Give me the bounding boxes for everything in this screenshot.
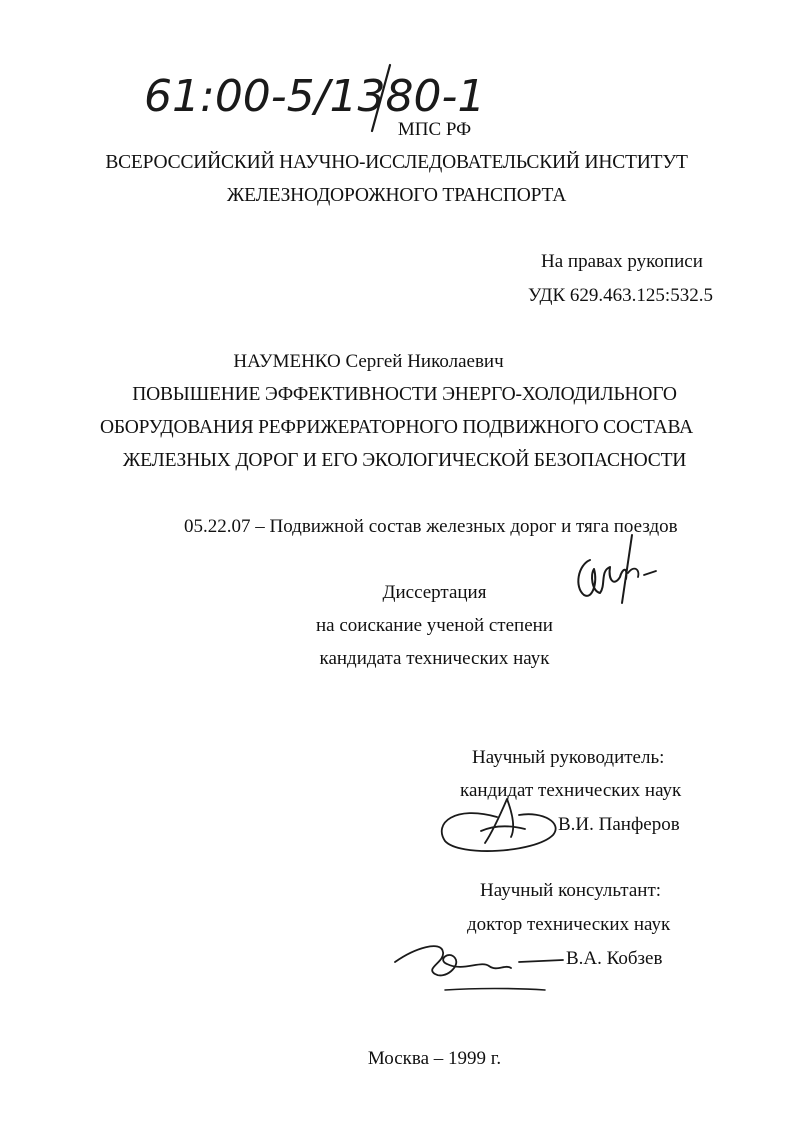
supervisor-signature — [415, 795, 575, 865]
archive-number-text: 61:00-5/1380-1 — [144, 71, 486, 122]
dissertation-title-line2: ОБОРУДОВАНИЯ РЕФРИЖЕРАТОРНОГО ПОДВИЖНОГО СОСТАВА — [100, 417, 693, 438]
footer-city-year: Москва – 1999 г. — [367, 1048, 502, 1069]
consultant-role: Научный консультант: — [480, 880, 662, 901]
degree-name: кандидата технических наук — [319, 648, 550, 669]
supervisor-role: Научный руководитель: — [472, 747, 665, 768]
degree-purpose: на соискание ученой степени — [316, 615, 553, 636]
dissertation-title-line3: ЖЕЛЕЗНЫХ ДОРОГ И ЕГО ЭКОЛОГИЧЕСКОЙ БЕЗОПАСНОСТИ — [122, 450, 687, 471]
institute-name-line1: ВСЕРОССИЙСКИЙ НАУЧНО-ИССЛЕДОВАТЕЛЬСКИЙ ИНСТИТУТ — [105, 152, 688, 173]
institute-name-line2: ЖЕЛЕЗНОДОРОЖНОГО ТРАНСПОРТА — [226, 185, 567, 206]
manuscript-rights-label: На правах рукописи — [541, 251, 703, 272]
dissertation-title-line1: ПОВЫШЕНИЕ ЭФФЕКТИВНОСТИ ЭНЕРГО-ХОЛОДИЛЬНОГО — [132, 384, 677, 405]
supervisor-degree: кандидат технических наук — [460, 780, 682, 801]
author-name: НАУМЕНКО Сергей Николаевич — [233, 351, 504, 372]
supervisor-name: В.И. Панферов — [558, 814, 680, 835]
consultant-degree: доктор технических наук — [467, 914, 671, 935]
consultant-name: В.А. Кобзев — [566, 948, 663, 969]
dissertation-type: Диссертация — [382, 582, 487, 603]
ministry-label: МПС РФ — [397, 119, 472, 140]
specialty-code: 05.22.07 – Подвижной состав железных дорог и тяга поездов — [184, 516, 678, 537]
consultant-signature — [385, 930, 565, 1000]
author-signature — [570, 525, 665, 605]
udc-code: УДК 629.463.125:532.5 — [528, 285, 713, 306]
